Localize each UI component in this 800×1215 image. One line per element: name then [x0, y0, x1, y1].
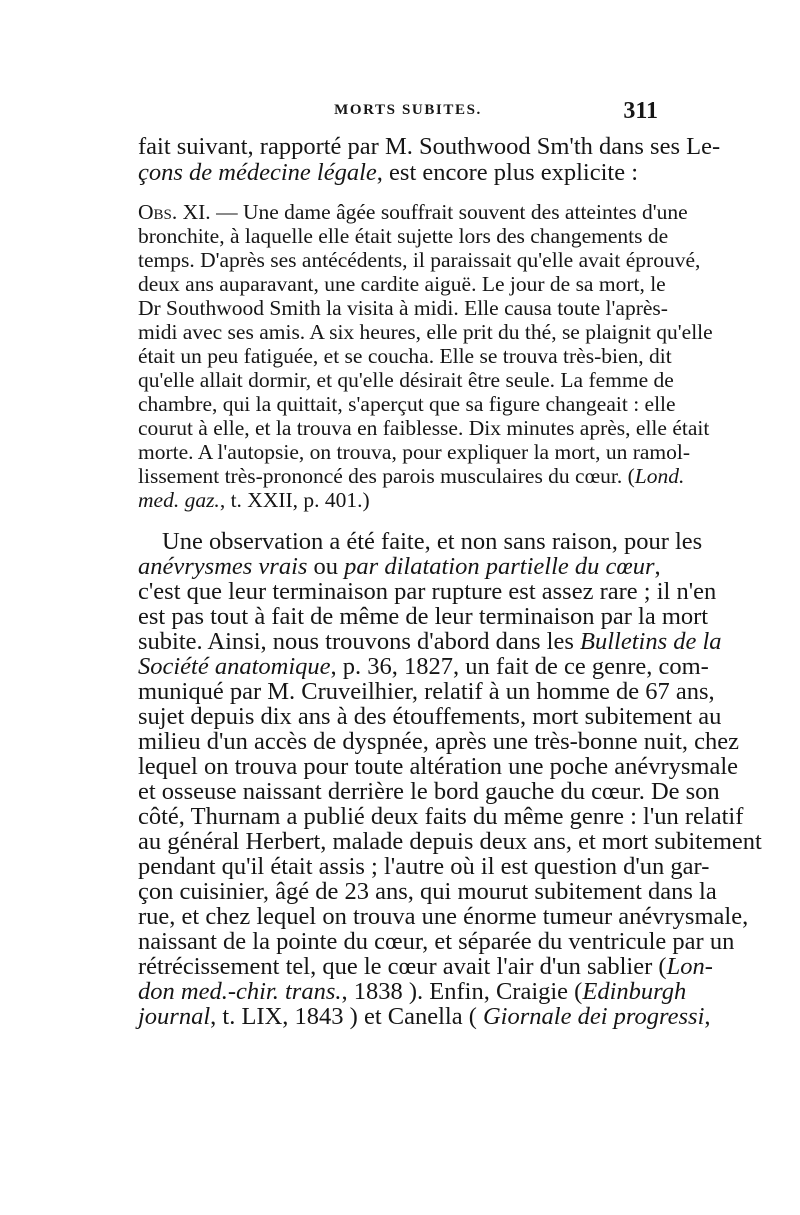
- obs-text-12: lissement très-prononcé des parois musculaires du cœur. (: [138, 464, 635, 488]
- body-line-4: est pas tout à fait de même de leur terminaison par la mort: [138, 603, 709, 630]
- body-line-15: çon cuisinier, âgé de 23 ans, qui mourut subitement dans la: [138, 878, 717, 905]
- body-line-10: lequel on trouva pour toute altération une poche anévrysmale: [138, 753, 739, 780]
- body-l19-italic-2: Edinburgh: [582, 978, 687, 1005]
- body-line-7: muniqué par M. Cruveilhier, relatif à un homme de 67 ans,: [138, 678, 715, 705]
- obs-line-8: qu'elle allait dormir, et qu'elle désirait être seule. La femme de: [138, 368, 674, 392]
- body-line-19: [138, 978, 687, 1006]
- body-l20-italic-2: Giornale dei progressi: [482, 1003, 705, 1030]
- body-line-20: [138, 1003, 711, 1031]
- obs-source-italic-2: med. gaz.: [138, 488, 220, 512]
- body-line-6: [138, 653, 709, 681]
- body-line-9: milieu d'un accès de dyspnée, après une très-bonne nuit, chez: [138, 728, 740, 755]
- body-l20-end: ,: [704, 1003, 711, 1030]
- body-line-17: naissant de la pointe du cœur, et séparée du ventricule par un: [138, 928, 735, 955]
- body-l5-start: subite. Ainsi, nous trouvons d'abord dans les: [138, 628, 580, 655]
- obs-source-italic-1: Lond.: [634, 464, 685, 488]
- obs-line-13: [138, 488, 658, 513]
- obs-line-9: chambre, qui la quittait, s'aperçut que sa figure changeait : elle: [138, 392, 676, 416]
- body-line-12: côté, Thurnam a publié deux faits du même genre : l'un relatif: [138, 803, 744, 830]
- intro-line-2-rest: , est encore plus explicite :: [376, 159, 639, 186]
- body-line-14: pendant qu'il était assis ; l'autre où il est question d'un gar-: [138, 853, 710, 880]
- obs-line-7: était un peu fatiguée, et se coucha. Elle se trouva très-bien, dit: [138, 344, 672, 368]
- body-line-5: [138, 628, 722, 656]
- page-header: [138, 98, 658, 132]
- body-l5-italic: Bulletins de la: [580, 628, 722, 655]
- obs-line-10: courut à elle, et la trouva en faiblesse. Dix minutes après, elle était: [138, 416, 710, 440]
- obs-line-6: midi avec ses amis. A six heures, elle prit du thé, se plaignit qu'elle: [138, 320, 713, 344]
- body-l19-mid: , 1838 ). Enfin, Craigie (: [341, 978, 583, 1005]
- obs-label: Obs. XI.: [138, 200, 211, 224]
- body-line-3: c'est que leur terminaison par rupture est assez rare ; il n'en: [138, 578, 717, 605]
- page-number: 311: [623, 98, 658, 124]
- obs-line-2: bronchite, à laquelle elle était sujette lors des changements de: [138, 224, 669, 248]
- body-line-13: au général Herbert, malade depuis deux ans, et mort subitement: [138, 828, 762, 855]
- body-line-2: [138, 553, 661, 581]
- body-l2-mid: ou: [307, 553, 345, 580]
- body-l19-italic-1: don med.-chir. trans.: [138, 978, 342, 1005]
- running-title: MORTS SUBITES.: [334, 102, 482, 118]
- obs-line-3: temps. D'après ses antécédents, il paraissait qu'elle avait éprouvé,: [138, 248, 701, 272]
- body-l18-start: rétrécissement tel, que le cœur avait l'air d'un sablier (: [138, 953, 667, 980]
- obs-line-12: [138, 464, 685, 489]
- obs-line-11: morte. A l'autopsie, on trouva, pour expliquer la mort, un ramol-: [138, 440, 691, 464]
- obs-line-5: Dr Southwood Smith la visita à midi. Elle causa toute l'après-: [138, 296, 668, 320]
- body-line-8: sujet depuis dix ans à des étouffements, mort subitement au: [138, 703, 722, 730]
- body-l6-italic: Société anatomique: [138, 653, 331, 680]
- body-l20-mid: , t. LIX, 1843 ) et Canella (: [210, 1003, 483, 1030]
- obs-source-rest: , t. XXII, p. 401.): [219, 488, 370, 512]
- intro-line-2: [138, 159, 658, 187]
- body-line-11: et osseuse naissant derrière le bord gauche du cœur. De son: [138, 778, 720, 805]
- intro-line-1: fait suivant, rapporté par M. Southwood Sm'th dans ses Le-: [138, 133, 721, 160]
- body-l18-italic: Lon-: [666, 953, 713, 980]
- body-line-1: Une observation a été faite, et non sans raison, pour les: [162, 528, 703, 555]
- obs-line-4: deux ans auparavant, une cardite aiguë. Le jour de sa mort, le: [138, 272, 666, 296]
- body-l2-end: ,: [654, 553, 661, 580]
- obs-line-1: [138, 200, 688, 225]
- body-l2-italic-2: par dilatation partielle du cœur: [344, 553, 655, 580]
- body-l20-italic-1: journal: [138, 1003, 211, 1030]
- body-l6-rest: , p. 36, 1827, un fait de ce genre, com-: [330, 653, 709, 680]
- obs-text-1: — Une dame âgée souffrait souvent des atteintes d'une: [210, 200, 688, 224]
- body-l2-italic-1: anévrysmes vrais: [138, 553, 308, 580]
- body-line-16: rue, et chez lequel on trouva une énorme tumeur anévrysmale,: [138, 903, 749, 930]
- intro-title-italic: çons de médecine légale: [138, 159, 377, 186]
- body-line-18: [138, 953, 713, 981]
